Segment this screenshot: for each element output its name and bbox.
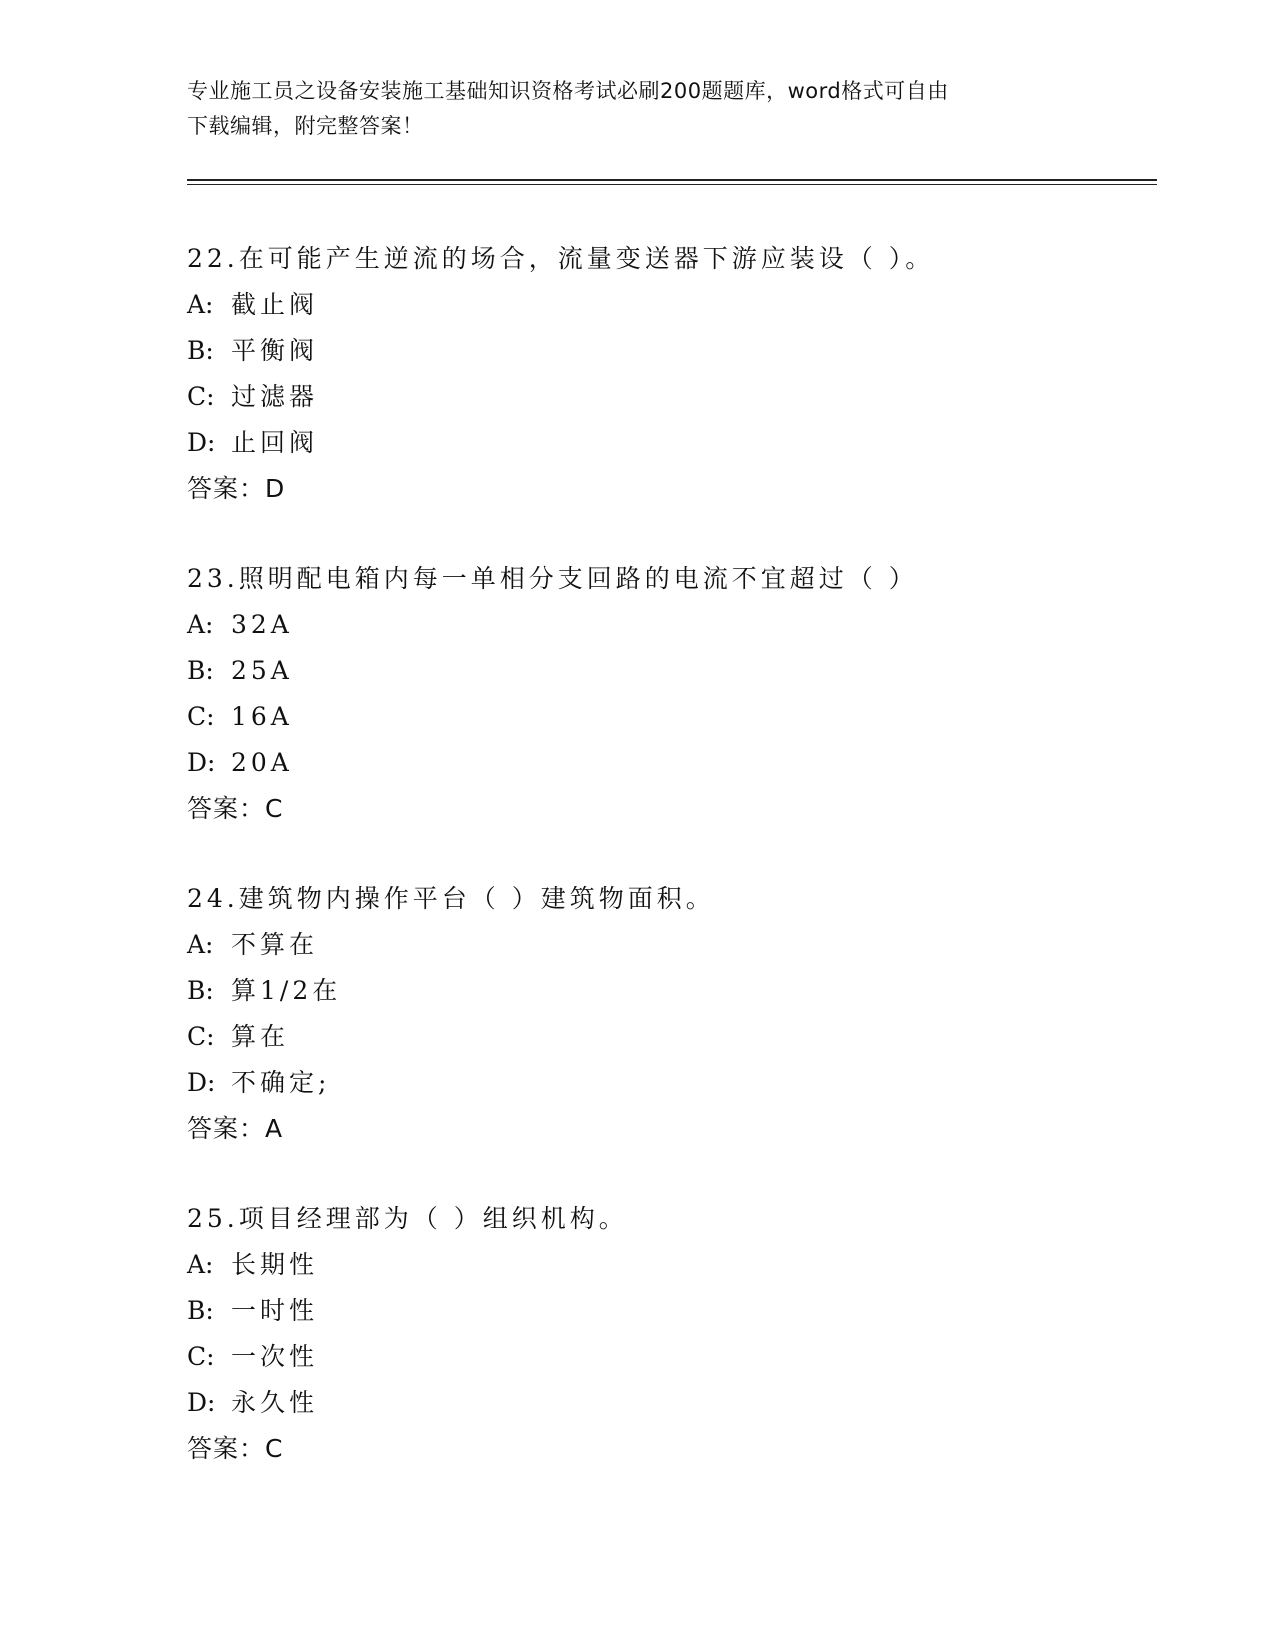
option-letter: D:: [187, 748, 216, 777]
option-d: [187, 420, 1187, 466]
header-divider-thin: [187, 184, 1157, 185]
option-text: 算1/2在: [231, 976, 342, 1005]
option-c: [187, 374, 1187, 420]
answer-line: 答案：C: [187, 1434, 284, 1463]
option-text: 平衡阀: [231, 336, 319, 365]
option-text: 过滤器: [231, 382, 319, 411]
option-a: [187, 602, 1187, 648]
option-a: [187, 282, 1187, 328]
option-letter: C:: [187, 1342, 215, 1371]
question-24: [187, 876, 1187, 1152]
option-b: [187, 968, 1187, 1014]
option-d: [187, 1060, 1187, 1106]
option-letter: B:: [187, 656, 214, 685]
option-text: 16A: [231, 702, 293, 731]
answer-line: 答案：D: [187, 474, 286, 503]
option-letter: B:: [187, 336, 214, 365]
option-c: [187, 1014, 1187, 1060]
option-text: 止回阀: [231, 428, 319, 457]
document-header: [187, 74, 1087, 144]
option-text: 一次性: [231, 1342, 319, 1371]
question-stem: 24.建筑物内操作平台（ ）建筑物面积。: [187, 884, 715, 913]
option-text: 25A: [231, 656, 293, 685]
option-text: 32A: [231, 610, 293, 639]
option-letter: A:: [187, 1250, 214, 1279]
option-c: [187, 694, 1187, 740]
question-23: [187, 556, 1187, 832]
option-a: [187, 1242, 1187, 1288]
option-letter: A:: [187, 290, 214, 319]
option-letter: A:: [187, 610, 214, 639]
option-letter: C:: [187, 1022, 215, 1051]
option-text: 长期性: [231, 1250, 319, 1279]
answer-line: 答案：A: [187, 1114, 284, 1143]
option-text: 一时性: [231, 1296, 319, 1325]
option-letter: C:: [187, 382, 215, 411]
option-text: 不确定;: [231, 1068, 331, 1097]
option-b: [187, 648, 1187, 694]
option-a: [187, 922, 1187, 968]
answer-line: 答案：C: [187, 794, 284, 823]
option-text: 不算在: [231, 930, 319, 959]
option-letter: B:: [187, 976, 214, 1005]
option-letter: D:: [187, 1388, 216, 1417]
option-b: [187, 1288, 1187, 1334]
question-22: [187, 236, 1187, 512]
question-stem: 22.在可能产生逆流的场合，流量变送器下游应装设（ ）。: [187, 244, 935, 273]
option-letter: B:: [187, 1296, 214, 1325]
option-letter: A:: [187, 930, 214, 959]
header-divider-thick: [187, 179, 1157, 181]
option-text: 永久性: [231, 1388, 319, 1417]
option-text: 算在: [231, 1022, 290, 1051]
option-d: [187, 740, 1187, 786]
option-text: 20A: [231, 748, 293, 777]
option-d: [187, 1380, 1187, 1426]
header-title-line-1: 专业施工员之设备安装施工基础知识资格考试必刷200题题库，word格式可自由: [187, 79, 949, 103]
option-letter: C:: [187, 702, 215, 731]
question-stem: 23.照明配电箱内每一单相分支回路的电流不宜超过（ ）: [187, 564, 918, 593]
option-text: 截止阀: [231, 290, 319, 319]
option-letter: D:: [187, 428, 216, 457]
question-25: [187, 1196, 1187, 1472]
option-letter: D:: [187, 1068, 216, 1097]
question-stem: 25.项目经理部为（ ）组织机构。: [187, 1204, 628, 1233]
option-b: [187, 328, 1187, 374]
option-c: [187, 1334, 1187, 1380]
header-title-line-2: 下载编辑，附完整答案！: [187, 114, 424, 138]
